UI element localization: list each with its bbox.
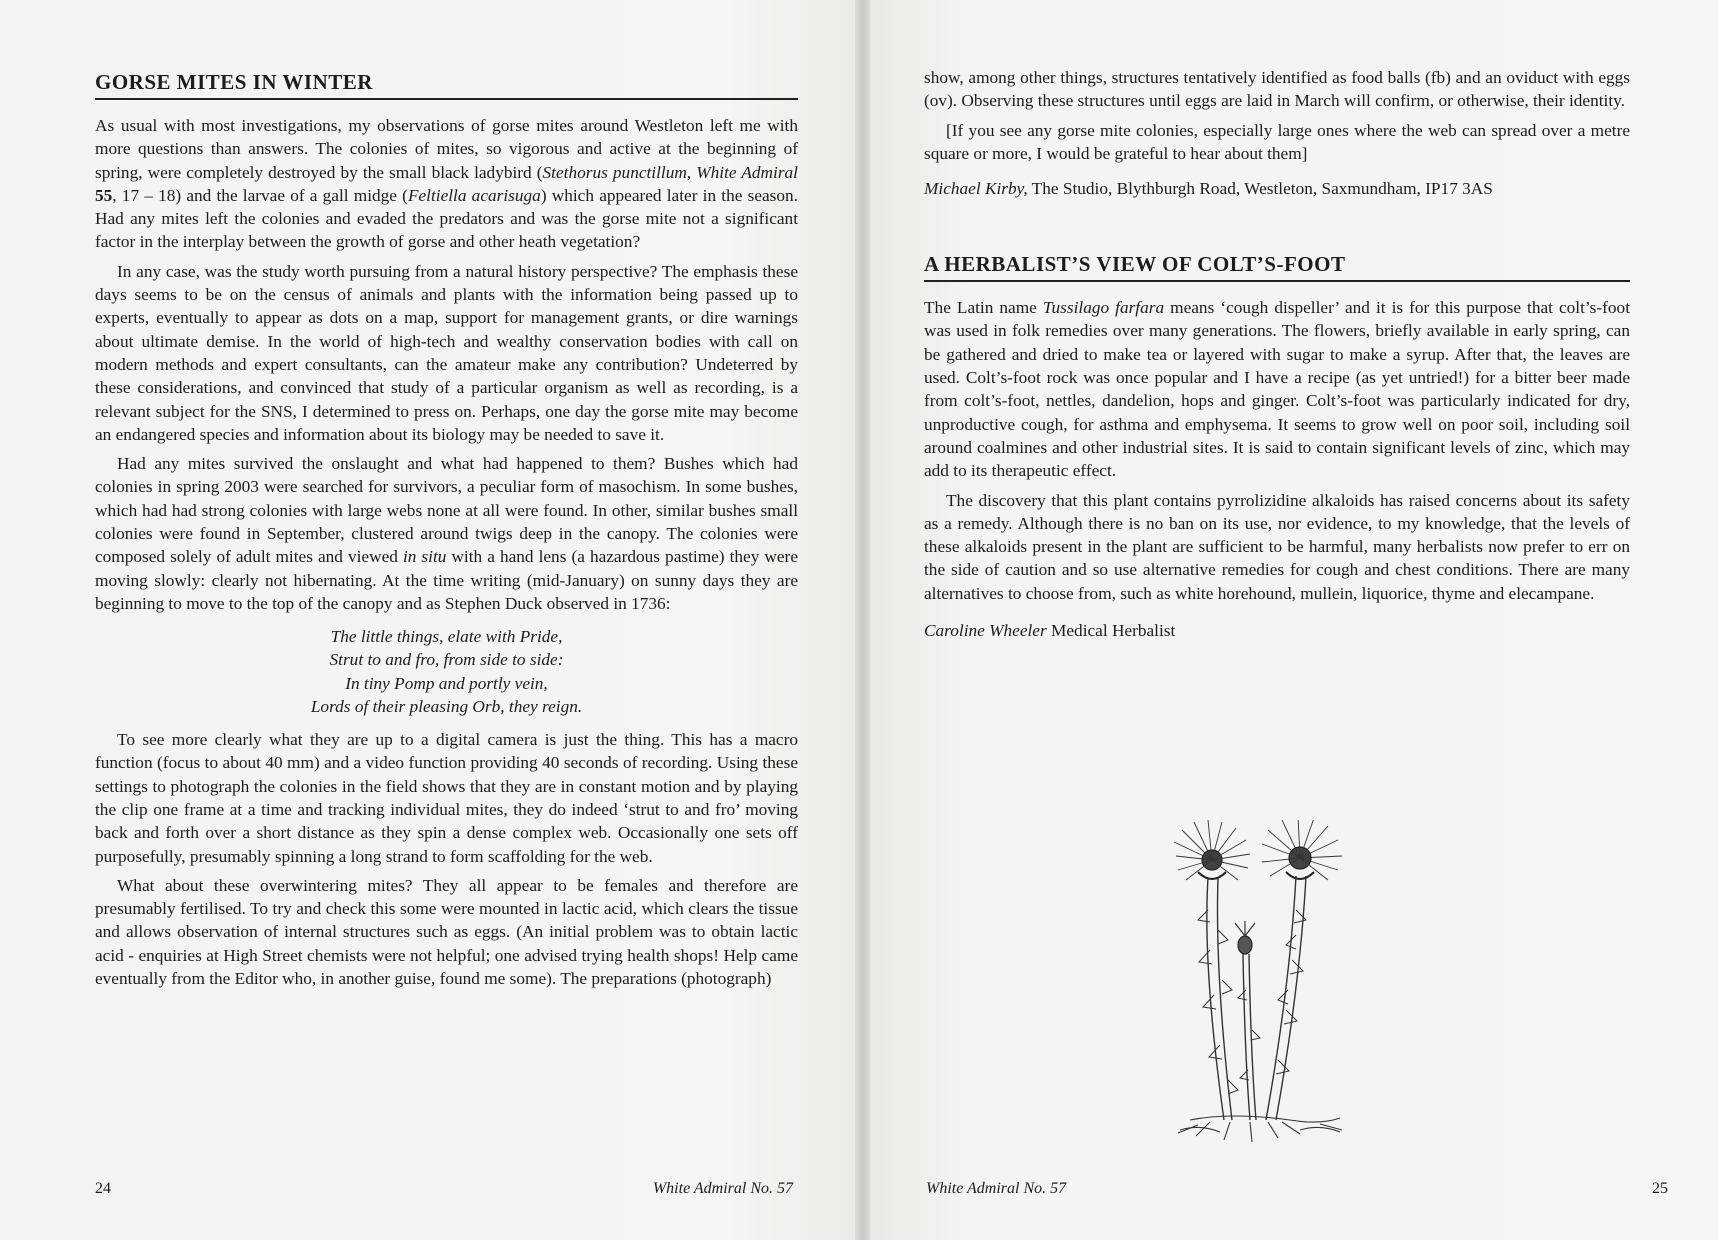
left-column <box>95 70 798 990</box>
book-gutter <box>855 0 870 1240</box>
flower-bud <box>1235 921 1255 954</box>
paragraph: What about these overwintering mites? They all appear to be females and therefore are presumably fertilised. To try and check this some were mounted in lactic acid, which clears the tissue and allows observation of internal structures such as eggs. (An initial problem was to obtain lactic acid - enquiries at High Street chemists were not helpful; one advised trying health shops! Help came eventually from the Editor who, in another guise, found me some). The preparations (photograph) <box>95 875 798 989</box>
page-number: 25 <box>1652 1180 1668 1197</box>
paragraph: In any case, was the study worth pursuing from a natural history perspective? The emphasis these days seems to be on the census of animals and plants with the information being passed up to experts, eventually to appear as dots on a map, support for management grants, or dire warnings about ultimate demise. In the world of high-tech and wealthy conservation bodies with call on modern methods and expert consultants, can the amateur make any contribution? Undeterred by these considerations, and convinced that study of a particular organism as well as recording, is a relevant subject for the SNS, I determined to press on. Perhaps, one day the gorse mite may become an endangered species and information about its biology may be needed to save it. <box>95 261 798 444</box>
text-run: ) which appeared later in the season. Had any mites left the colonies and evaded the predators and was the gorse mite not a significant factor in the interplay between the growth of gorse and other heath vegetation? <box>95 185 798 252</box>
article-heading-coltsfoot: A HERBALIST’S VIEW OF COLT’S-FOOT <box>924 252 1630 282</box>
flower-head-right <box>1262 820 1342 880</box>
poem-line: Lords of their pleasing Orb, they reign. <box>310 696 583 716</box>
author-name: Michael Kirby, <box>924 179 1028 199</box>
running-footer: White Admiral No. 57 <box>652 1180 793 1197</box>
stems <box>1207 876 1306 1120</box>
text-run: Had any mites survived the onslaught and what had happened to them? Bushes which had colonies in spring 2003 were searched for survivors, a peculiar form of masochism. In some bushes, which had had strong colonies with large webs none at all were found. In other, similar bushes small colonies were found in September, clustered around twigs deep in the canopy. The colonies were composed solely of adult mites and viewed <box>95 454 798 567</box>
author-address: The Studio, Blythburgh Road, Westleton, Saxmundham, IP17 3AS <box>1027 179 1493 199</box>
italic-run: Stethorus punctillum, White Admiral <box>542 162 798 182</box>
paragraph <box>924 296 1630 482</box>
author-name: Caroline Wheeler <box>924 621 1047 641</box>
running-footer: White Admiral No. 57 <box>926 1180 1067 1197</box>
flower-head-left <box>1174 820 1250 880</box>
author-signature <box>924 177 1630 200</box>
coltsfoot-illustration <box>1150 820 1390 1160</box>
poem-line: The little things, elate with Pride, <box>330 627 563 647</box>
text-run: with a hand lens (a hazardous pastime) they were moving slowly: clearly not hibernating. At the time writing (mid-January) on sunny days they are beginning to move to the top of the canopy and as Stephen Duck observed in 1736: <box>95 547 798 613</box>
bold-run: 55 <box>95 185 113 205</box>
article-heading-gorse-mites: GORSE MITES IN WINTER <box>95 70 798 100</box>
poem-line: Strut to and fro, from side to side: <box>329 650 564 670</box>
text-run: , 17 – 18) and the larvae of a gall midge ( <box>112 185 408 205</box>
text-run: The Latin name <box>924 298 1043 318</box>
ground <box>1178 1116 1342 1142</box>
text-run: means ‘cough dispeller’ and it is for this purpose that colt’s-foot was used in folk remedies over many generations. The flowers, briefly available in early spring, can be gathered and dried to make tea or layered with sugar to make a syrup. After that, the leaves are used. Colt’s-foot rock was once popular and I have a recipe (as yet untried!) for a bitter beer made from colt’s-foot, nettles, dandelion, hops and ginger. Colt’s-foot was particularly indicated for dry, unproductive cough, for asthma and emphysema. It seems to grow well on poor soil, including soil around coalmines and other industrial sites. It is said to contain significant levels of zinc, which may add to its therapeutic effect. <box>924 298 1630 481</box>
paragraph: To see more clearly what they are up to a digital camera is just the thing. This has a macro function (focus to about 40 mm) and a video function providing 40 seconds of recording. Using these settings to photograph the colonies in the field shows that they are in constant motion and by playing the clip one frame at a time and tracking individual mites, they do indeed ‘strut to and fro’ moving back and forth over a short distance as they spin a dense complex web. Occasionally one sets off purposefully, presumably spinning a long strand to form scaffolding for the web. <box>95 730 798 866</box>
page-number: 24 <box>95 1180 111 1197</box>
text-run: As usual with most investigations, my observations of gorse mites around Westleton left me with more questions than answers. The colonies of mites, so vigorous and active at the beginning of spring, were completely destroyed by the small black ladybird ( <box>95 116 798 182</box>
paragraph: [If you see any gorse mite colonies, especially large ones where the web can spread over a metre square or more, I would be grateful to hear about them] <box>924 120 1630 163</box>
paragraph: The discovery that this plant contains pyrrolizidine alkaloids has raised concerns about its safety as a remedy. Although there is no ban on its use, nor evidence, to my knowledge, that the levels of these alkaloids present in the plant are sufficient to be harmful, many herbalists now prefer to err on the side of caution and so use alternative remedies for cough and chest conditions. There are many alternatives to choose from, such as white horehound, mullein, liquorice, thyme and elecampane. <box>924 490 1630 603</box>
author-signature <box>924 619 1630 642</box>
right-column <box>924 66 1630 642</box>
left-page <box>0 0 855 1240</box>
poem-quote <box>95 625 798 718</box>
author-role: Medical Herbalist <box>1046 621 1176 641</box>
paragraph <box>95 452 798 615</box>
italic-run: in situ <box>402 547 447 567</box>
paragraph: show, among other things, structures tentatively identified as food balls (fb) and an oviduct with eggs (ov). Observing these structures until eggs are laid in March will confirm, or otherwise, their identity. <box>924 68 1630 111</box>
poem-line: In tiny Pomp and portly vein, <box>345 673 548 693</box>
italic-run: Tussilago farfara <box>1042 298 1165 318</box>
paragraph <box>95 114 798 254</box>
italic-run: Feltiella acarisuga <box>407 185 541 205</box>
